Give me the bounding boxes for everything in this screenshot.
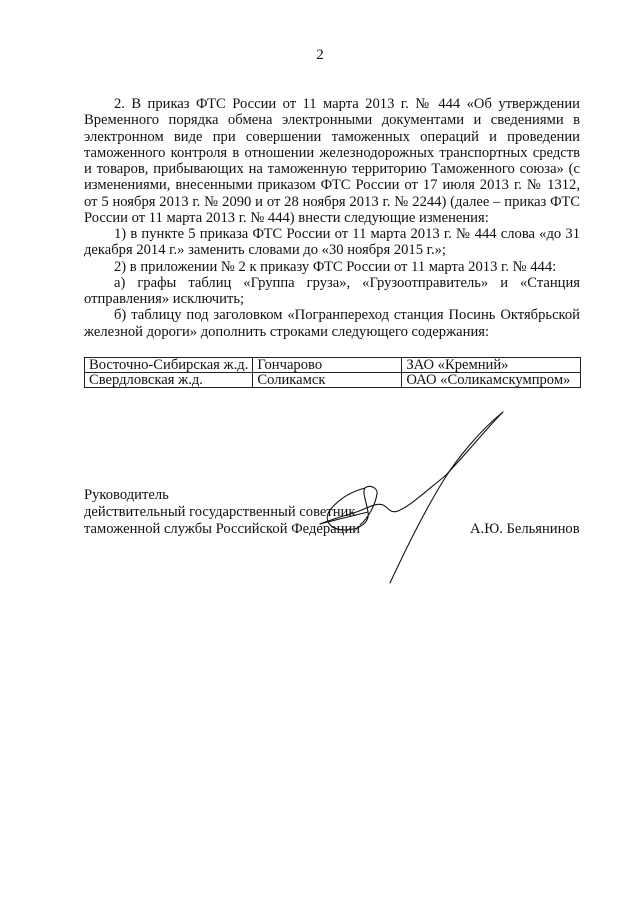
table-cell-station: Соликамск: [253, 373, 402, 388]
signatory-title-line: действительный государственный советник: [84, 504, 356, 520]
paragraph-item-2a: а) графы таблиц «Группа груза», «Грузоотправитель» и «Станция отправления» исключить;: [84, 274, 580, 307]
paragraph-item-2: 2) в приложении № 2 к приказу ФТС России от 11 марта 2013 г. № 444:: [114, 258, 557, 275]
document-body: [84, 96, 580, 340]
table-cell-company: ОАО «Соликамскумпром»: [402, 373, 581, 388]
table-row: [85, 358, 581, 373]
page-number: 2: [316, 47, 324, 63]
signatory-title-line: таможенной службы Российской Федерации: [84, 521, 361, 537]
paragraph-item-2b: б) таблицу под заголовком «Погранпереход станция Посинь Октябрьской железной дороги» дополнить строками следующего содержания:: [84, 307, 580, 340]
signatory-name: А.Ю. Бельянинов: [470, 521, 580, 537]
paragraph-item-1: 1) в пункте 5 приказа ФТС России от 11 марта 2013 г. № 444 слова «до 31 декабря 2014 г.» заменить словами до «30 ноября 2015 г.»;: [84, 226, 580, 259]
amendment-table: [84, 357, 581, 388]
signatory-title-line: Руководитель: [84, 487, 169, 503]
table-cell-railway: Свердловская ж.д.: [85, 373, 253, 388]
table-cell-railway: Восточно-Сибирская ж.д.: [85, 358, 253, 373]
table-cell-station: Гончарово: [253, 358, 402, 373]
table-row: [85, 373, 581, 388]
paragraph-amendment-intro: 2. В приказ ФТС России от 11 марта 2013 г. № 444 «Об утверждении Временного порядка обмена электронными документами и сведениями в электронном виде при совершении таможенных операций и проведении таможенного контроля в отношении железнодорожных транспортных средств и товаров, прибывающих на таможенную территорию Таможенного союза» (с изменениями, внесенными приказом ФТС России от 17 июля 2013 г. № 1312, от 5 ноября 2013 г. № 2090 и от 28 ноября 2013 г. № 2244) (далее – приказ ФТС России от 11 марта 2013 г. № 444) внести следующие изменения:: [84, 96, 580, 226]
table-cell-company: ЗАО «Кремний»: [402, 358, 581, 373]
signatory-title: [84, 487, 360, 538]
